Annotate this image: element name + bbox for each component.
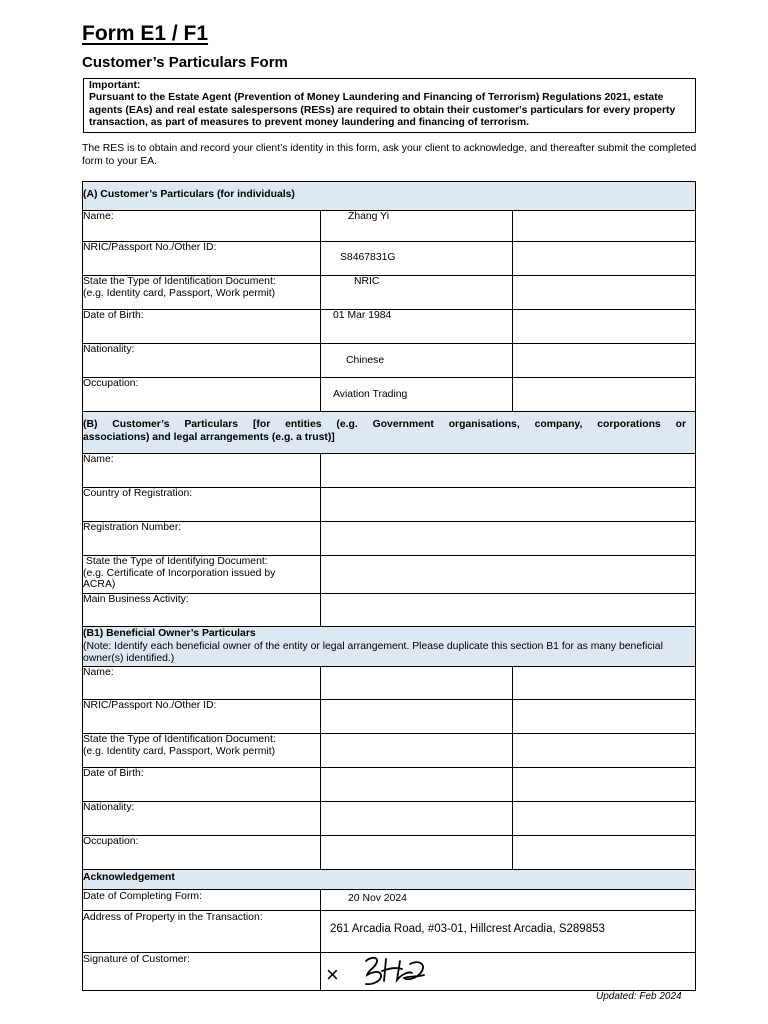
- important-notice: [83, 78, 696, 133]
- b1-doctype-label-line1: State the Type of Identification Document:: [83, 734, 276, 745]
- section-b-header-line1: (B) Customer’s Particulars [for entities (e.g. Government organisations, company, corporations or: [83, 419, 686, 430]
- b1-doctype-label-line2: (e.g. Identity card, Passport, Work permit): [83, 745, 276, 757]
- a-doctype-field[interactable]: NRIC: [321, 276, 513, 310]
- b1-dob-label: Date of Birth:: [83, 768, 321, 802]
- b-regno-field[interactable]: [321, 522, 696, 556]
- b-doctype-label-line3: ACRA): [83, 579, 116, 591]
- b-activity-field[interactable]: [321, 594, 696, 627]
- b1-id-extra-field[interactable]: [513, 700, 696, 734]
- section-a-header: (A) Customer’s Particulars (for individuals): [83, 182, 696, 211]
- section-b-header-line2: associations) and legal arrangements (e.g. a trust)]: [83, 431, 335, 443]
- ack-address-label: Address of Property in the Transaction:: [83, 911, 321, 953]
- b1-name-label: Name:: [83, 667, 321, 700]
- b1-name-extra-field[interactable]: [513, 667, 696, 700]
- signature-scribble: [360, 951, 470, 993]
- b-doctype-label-line2: (e.g. Certificate of Incorporation issued by: [83, 567, 276, 579]
- b-doctype-label: [83, 556, 321, 594]
- a-occupation-field[interactable]: Aviation Trading: [321, 378, 513, 412]
- b-country-field[interactable]: [321, 488, 696, 522]
- ack-date-field[interactable]: 20 Nov 2024: [321, 890, 696, 911]
- a-id-field[interactable]: S8467831G: [321, 242, 513, 276]
- b-country-label: Country of Registration:: [83, 488, 321, 522]
- intro-text: The RES is to obtain and record your client’s identity in this form, ask your client to acknowledge, and thereafter submit the completed form to your EA.: [82, 143, 697, 167]
- b-name-label: Name:: [83, 454, 321, 488]
- a-occupation-label: Occupation:: [83, 378, 321, 412]
- b-doctype-label-line1: State the Type of Identifying Document:: [83, 556, 268, 567]
- b-regno-label: Registration Number:: [83, 522, 321, 556]
- ack-address-field[interactable]: 261 Arcadia Road, #03-01, Hillcrest Arcadia, S289853: [321, 911, 696, 953]
- b1-doctype-label: [83, 734, 321, 768]
- b1-dob-extra-field[interactable]: [513, 768, 696, 802]
- a-id-extra-field[interactable]: [513, 242, 696, 276]
- particulars-table: [82, 181, 696, 991]
- ack-signature-label: Signature of Customer:: [83, 953, 321, 991]
- b1-occupation-extra-field[interactable]: [513, 836, 696, 870]
- form-title: Form E1 / F1: [82, 22, 209, 45]
- a-dob-label: Date of Birth:: [83, 310, 321, 344]
- a-id-label: NRIC/Passport No./Other ID:: [83, 242, 321, 276]
- b1-name-field[interactable]: [321, 667, 513, 700]
- a-name-label: Name:: [83, 211, 321, 242]
- a-doctype-extra-field[interactable]: [513, 276, 696, 310]
- section-b1-header: [83, 627, 696, 667]
- form-subtitle: Customer’s Particulars Form: [82, 54, 288, 71]
- a-dob-extra-field[interactable]: [513, 310, 696, 344]
- b-doctype-field[interactable]: [321, 556, 696, 594]
- b-activity-label: Main Business Activity:: [83, 594, 321, 627]
- updated-footer: Updated: Feb 2024: [596, 991, 682, 1002]
- a-doctype-label-line1: State the Type of Identification Document:: [83, 276, 276, 287]
- b1-id-field[interactable]: [321, 700, 513, 734]
- b1-doctype-field[interactable]: [321, 734, 513, 768]
- important-heading: Important:: [89, 80, 141, 91]
- a-nationality-extra-field[interactable]: [513, 344, 696, 378]
- b-name-field[interactable]: [321, 454, 696, 488]
- b1-occupation-label: Occupation:: [83, 836, 321, 870]
- section-b1-note: (Note: Identify each beneficial owner of the entity or legal arrangement. Please duplicate this section B1 for as many beneficial owner(s) identified.): [83, 640, 663, 665]
- a-nationality-label: Nationality:: [83, 344, 321, 378]
- a-occupation-extra-field[interactable]: [513, 378, 696, 412]
- b1-nationality-extra-field[interactable]: [513, 802, 696, 836]
- a-dob-field[interactable]: 01 Mar 1984: [321, 310, 513, 344]
- section-b-header: [83, 412, 696, 454]
- b1-nationality-label: Nationality:: [83, 802, 321, 836]
- b1-occupation-field[interactable]: [321, 836, 513, 870]
- a-name-field[interactable]: Zhang Yi: [321, 211, 513, 242]
- acknowledgement-header: Acknowledgement: [83, 870, 696, 890]
- a-name-extra-field[interactable]: [513, 211, 696, 242]
- a-doctype-label: [83, 276, 321, 310]
- b1-dob-field[interactable]: [321, 768, 513, 802]
- ack-date-label: Date of Completing Form:: [83, 890, 321, 911]
- b1-id-label: NRIC/Passport No./Other ID:: [83, 700, 321, 734]
- section-b1-title: (B1) Beneficial Owner’s Particulars: [83, 628, 256, 639]
- a-nationality-field[interactable]: Chinese: [321, 344, 513, 378]
- signature-x-mark: ×: [326, 962, 339, 987]
- b1-doctype-extra-field[interactable]: [513, 734, 696, 768]
- a-doctype-label-line2: (e.g. Identity card, Passport, Work permit): [83, 287, 276, 299]
- important-text: Pursuant to the Estate Agent (Prevention of Money Laundering and Financing of Terrorism) Regulations 2021, estate agents (EAs) and real estate salespersons (RESs) are required to obtain their customer's particulars for every property transaction, as part of measures to prevent money laundering and financing of terrorism.: [89, 92, 676, 129]
- b1-nationality-field[interactable]: [321, 802, 513, 836]
